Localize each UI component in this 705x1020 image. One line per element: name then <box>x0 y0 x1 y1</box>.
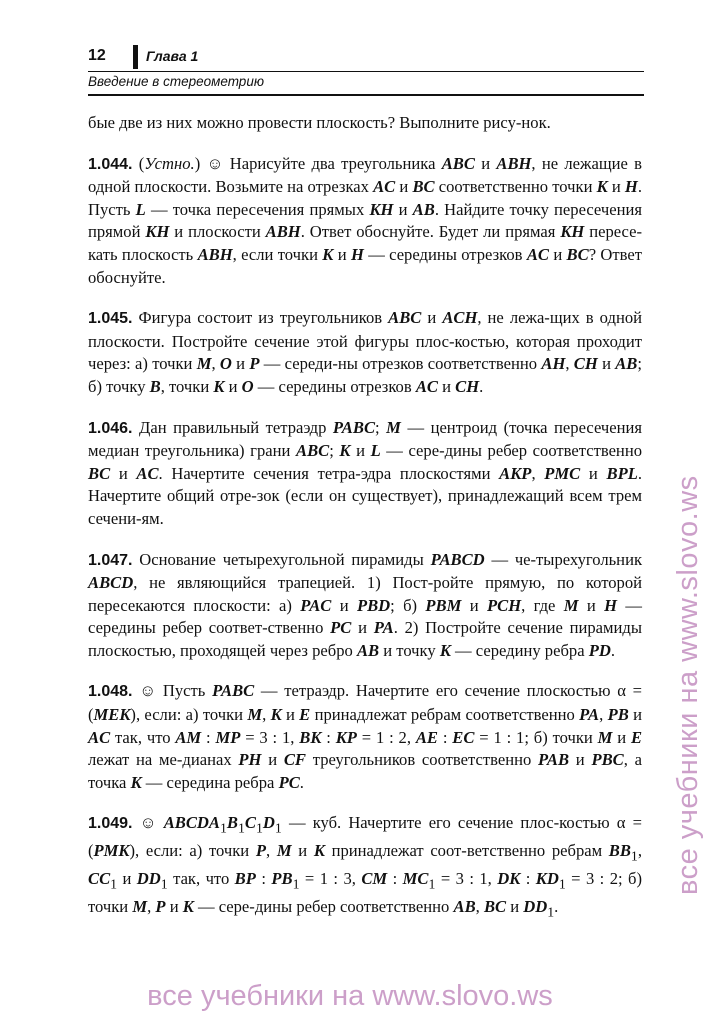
exercise-text: Фигура состоит из треугольников ABC и ACH, не лежа-щих в одной плоскости. Постройте сечение этой фигуры плос-костью, которая проходит через: а) точки M, O и P — середи-ны отрезков соответственно AH, CH и AB; б) точку B, точки K и O — середины отрезков AC и CH. <box>88 308 642 396</box>
exercise-text: ☺ Пусть PABC — тетраэдр. Начертите его сечение плоскостью α = (MEK), если: а) точки M, K и E принадлежат ребрам соответственно PA, PB и AC так, что AM : MP = 3 : 1, BK : KP = 1 : 2, AE : EC = 1 : 1; б) точки M и E лежат на ме-дианах PH и CF треугольников соответственно PAB и PBC, а точка K — середина ребра PC. <box>88 681 643 792</box>
exercise-text: (Устно.) ☺ Нарисуйте два треугольника ABC и ABH, не лежащие в одной плоскости. Возьмите на отрезках AC и BC соответственно точки K и H. Пусть L — точка пересечения прямых KH и AB. Найдите точку пересечения прямой KH и плоскости ABH. Ответ обоснуйте. Будет ли прямая KH пересе-кать плоскость ABH, если точки K и H — середины отрезков AC и BC? Ответ обоснуйте. <box>88 153 642 287</box>
header-divider-bar <box>133 45 138 69</box>
chapter-title: Глава 1 <box>146 48 199 64</box>
page-number: 12 <box>88 47 106 64</box>
header-rule-bottom <box>88 94 644 96</box>
exercise-text: Основание четырехугольной пирамиды PABCD — че-тырехугольник ABCD, не являющийся трапецией. 1) Пост-ройте прямую, по которой пересекаются плоскости: а) PAC и PBD; б) PBM и PCH, где M и H — середины ребер соответ-ственно PC и PA. 2) Постройте сечение пирамиды плоскостью, проходящей через ребро AB и точку K — середину ребра PD. <box>88 549 643 660</box>
exercise-number: 1.046. <box>88 419 133 437</box>
exercise-1-045 <box>88 307 642 398</box>
exercise-text: ☺ $ABCDA_1B_1C_1D_1$ — куб. Начертите его сечение плос-костью α = (PMK), если: а) точки P, M и K принадлежат соот-ветственно ребрам $BB_1$, $CC_1$ и $DD_1$ так, что BP : $PB_1 = 1$ : 3, CM : $MC_1 = 3$ : 1, DK : $KD_1 = 3$ : 2; б) точки M, P и K — сере-дины ребер соответственно AB, BC и $DD_1$. <box>88 813 643 920</box>
exercise-number: 1.049. <box>88 815 133 833</box>
exercise-1-046 <box>88 417 642 531</box>
running-header <box>88 44 644 100</box>
paragraph-text: бые две из них можно провести плоскость? Выполните рису-нок. <box>88 113 551 132</box>
page-body <box>88 112 642 942</box>
section-title: Введение в стереометрию <box>88 74 264 89</box>
exercise-number: 1.047. <box>88 551 133 569</box>
bottom-watermark: все учебники на www.slovo.ws <box>147 980 553 1012</box>
exercise-1-048 <box>88 680 642 794</box>
exercise-text: Дан правильный тетраэдр PABC; M — центроид (точка пересечения медиан треугольника) грани ABC; K и L — сере-дины ребер соответственно BC и AC. Начертите сечения тетра-эдра плоскостями AKP, PMC и BPL. Начертите общий отре-зок (если он существует), принадлежащий всем трем сечени-ям. <box>88 417 642 528</box>
exercise-number: 1.044. <box>88 155 133 173</box>
exercise-number: 1.048. <box>88 683 133 701</box>
exercise-1-047 <box>88 549 642 663</box>
exercise-1-044 <box>88 153 642 290</box>
header-rule <box>88 71 644 72</box>
paragraph-continuation <box>88 112 642 135</box>
side-watermark: все учебники на www.slovo.ws <box>672 475 704 895</box>
exercise-number: 1.045. <box>88 310 133 328</box>
exercise-1-049 <box>88 812 642 924</box>
